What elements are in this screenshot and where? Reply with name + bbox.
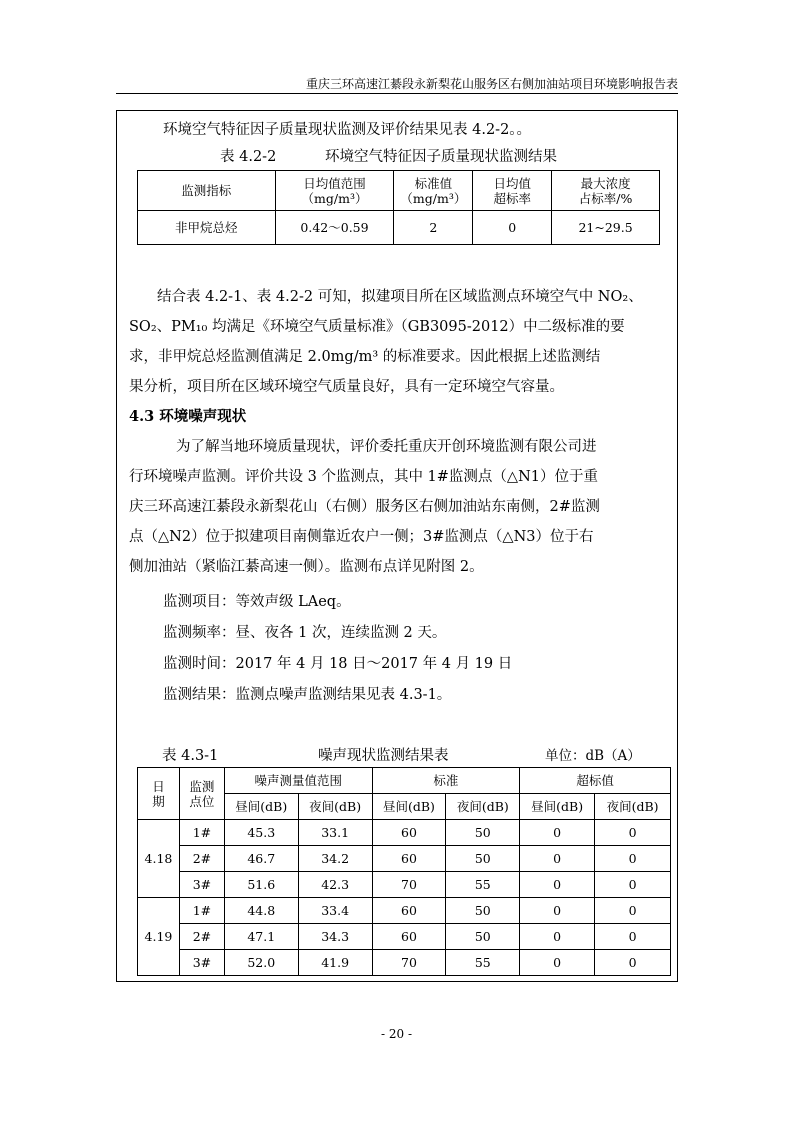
cell-day-std: 60 xyxy=(372,898,446,924)
cell-day-std: 70 xyxy=(372,872,446,898)
cell-day-std: 60 xyxy=(372,846,446,872)
cell-night-std: 50 xyxy=(446,820,520,846)
cell-night-range: 34.3 xyxy=(298,924,372,950)
table2-caption-unit: 单位：dB（A） xyxy=(545,748,641,764)
th-exceed-l2: 超标率 xyxy=(493,190,532,206)
table1-caption-no: 表 4.2-2 xyxy=(220,149,277,165)
cell-night-exceed: 0 xyxy=(595,924,671,950)
table-row xyxy=(138,950,671,976)
cell-day-range: 45.3 xyxy=(224,820,298,846)
th-std-l1: 标准值 xyxy=(414,175,453,191)
cell-night-std: 50 xyxy=(446,924,520,950)
cell-day-range: 47.1 xyxy=(224,924,298,950)
para2-line2: SO₂、PM₁₀ 均满足《环境空气质量标准》（GB3095-2012）中二级标准的要 xyxy=(129,319,625,335)
cell-date: 4.18 xyxy=(138,820,180,898)
cell-point: 2# xyxy=(179,846,224,872)
cell-point: 1# xyxy=(179,898,224,924)
cell-day-exceed: 0 xyxy=(520,924,595,950)
cell-night-std: 55 xyxy=(446,872,520,898)
th-exceed-l1: 日均值 xyxy=(493,175,532,191)
cell-std: 2 xyxy=(394,211,473,245)
para3-line2: 行环境噪声监测。评价共设 3 个监测点，其中 1#监测点（△N1）位于重 xyxy=(129,469,598,485)
th-range: 噪声测量值范围 xyxy=(224,768,372,794)
th-day-range: 昼间(dB) xyxy=(224,794,298,820)
page-header: 重庆三环高速江綦段永新梨花山服务区右侧加油站项目环境影响报告表 xyxy=(305,77,678,91)
cell-point: 3# xyxy=(179,950,224,976)
th-date-l2: 期 xyxy=(152,793,165,809)
table2-caption-title: 噪声现状监测结果表 xyxy=(318,748,449,764)
item-project: 监测项目：等效声级 LAeq。 xyxy=(163,594,351,610)
th-range-l2: （mg/m³） xyxy=(301,190,368,206)
para3-line1: 为了解当地环境质量现状，评价委托重庆开创环境监测有限公司进 xyxy=(176,439,597,455)
cell-day-std: 60 xyxy=(372,924,446,950)
table-row xyxy=(138,924,671,950)
cell-exceed: 0 xyxy=(473,211,552,245)
noise-table xyxy=(137,767,671,976)
cell-day-range: 51.6 xyxy=(224,872,298,898)
page-number: - 20 - xyxy=(380,1027,412,1041)
th-max xyxy=(552,171,660,211)
cell-night-std: 50 xyxy=(446,846,520,872)
table-row xyxy=(138,872,671,898)
th-point-l2: 点位 xyxy=(189,793,215,809)
para3-line3: 庆三环高速江綦段永新梨花山（右侧）服务区右侧加油站东南侧，2#监测 xyxy=(129,499,600,515)
th-std xyxy=(394,171,473,211)
cell-night-exceed: 0 xyxy=(595,898,671,924)
th-date xyxy=(138,768,180,820)
cell-date: 4.19 xyxy=(138,898,180,976)
table1-header-row xyxy=(138,171,660,211)
cell-day-exceed: 0 xyxy=(520,898,595,924)
table2-caption-no: 表 4.3-1 xyxy=(162,748,219,764)
cell-night-exceed: 0 xyxy=(595,872,671,898)
intro-line: 环境空气特征因子质量现状监测及评价结果见表 4.2-2。。 xyxy=(163,122,532,138)
th-date-l1: 日 xyxy=(152,778,165,794)
cell-day-range: 46.7 xyxy=(224,846,298,872)
table-row xyxy=(138,211,660,245)
th-night-exceed: 夜间(dB) xyxy=(595,794,671,820)
item-time: 监测时间：2017 年 4 月 18 日～2017 年 4 月 19 日 xyxy=(163,656,513,672)
cell-night-range: 41.9 xyxy=(298,950,372,976)
cell-day-std: 70 xyxy=(372,950,446,976)
th-night-std: 夜间(dB) xyxy=(446,794,520,820)
cell-night-exceed: 0 xyxy=(595,820,671,846)
cell-max: 21~29.5 xyxy=(552,211,660,245)
th-range-l1: 日均值范围 xyxy=(303,175,366,191)
cell-night-range: 33.1 xyxy=(298,820,372,846)
table2-header-row1 xyxy=(138,768,671,794)
table-row xyxy=(138,820,671,846)
cell-day-exceed: 0 xyxy=(520,950,595,976)
cell-night-std: 50 xyxy=(446,898,520,924)
header-rule xyxy=(116,93,678,94)
para2-line3: 求，非甲烷总烃监测值满足 2.0mg/m³ 的标准要求。因此根据上述监测结 xyxy=(129,349,601,365)
para2-line1: 结合表 4.2-1、表 4.2-2 可知，拟建项目所在区域监测点环境空气中 NO₂、 xyxy=(157,289,643,305)
cell-night-exceed: 0 xyxy=(595,950,671,976)
cell-night-range: 42.3 xyxy=(298,872,372,898)
air-quality-table xyxy=(137,170,660,245)
cell-day-exceed: 0 xyxy=(520,846,595,872)
th-day-exceed: 昼间(dB) xyxy=(520,794,595,820)
cell-night-std: 55 xyxy=(446,950,520,976)
cell-day-exceed: 0 xyxy=(520,872,595,898)
cell-day-std: 60 xyxy=(372,820,446,846)
item-result: 监测结果：监测点噪声监测结果见表 4.3-1。 xyxy=(163,687,452,703)
th-standard: 标准 xyxy=(372,768,520,794)
th-max-l2: 占标率/% xyxy=(578,190,633,206)
th-exceed: 超标值 xyxy=(520,768,671,794)
table-row xyxy=(138,898,671,924)
th-day-std: 昼间(dB) xyxy=(372,794,446,820)
cell-day-range: 52.0 xyxy=(224,950,298,976)
th-std-l2: （mg/m³） xyxy=(400,190,467,206)
th-indicator: 监测指标 xyxy=(138,171,276,211)
section-heading: 4.3 环境噪声现状 xyxy=(129,408,247,425)
cell-day-exceed: 0 xyxy=(520,820,595,846)
para3-line4: 点（△N2）位于拟建项目南侧靠近农户一侧；3#监测点（△N3）位于右 xyxy=(129,529,594,545)
th-point xyxy=(179,768,224,820)
th-max-l1: 最大浓度 xyxy=(580,175,631,191)
cell-indicator: 非甲烷总烃 xyxy=(138,211,276,245)
cell-point: 2# xyxy=(179,924,224,950)
cell-night-range: 33.4 xyxy=(298,898,372,924)
cell-night-range: 34.2 xyxy=(298,846,372,872)
table1-caption-title: 环境空气特征因子质量现状监测结果 xyxy=(325,149,557,165)
cell-night-exceed: 0 xyxy=(595,846,671,872)
th-night-range: 夜间(dB) xyxy=(298,794,372,820)
cell-point: 3# xyxy=(179,872,224,898)
cell-range: 0.42～0.59 xyxy=(275,211,394,245)
para3-line5: 侧加油站（紧临江綦高速一侧）。监测布点详见附图 2。 xyxy=(129,559,484,575)
th-range xyxy=(275,171,394,211)
th-point-l1: 监测 xyxy=(189,778,215,794)
cell-day-range: 44.8 xyxy=(224,898,298,924)
table-row xyxy=(138,846,671,872)
item-frequency: 监测频率：昼、夜各 1 次，连续监测 2 天。 xyxy=(163,625,447,641)
th-exceed xyxy=(473,171,552,211)
cell-point: 1# xyxy=(179,820,224,846)
para2-line4: 果分析，项目所在区域环境空气质量良好，具有一定环境空气容量。 xyxy=(129,379,564,395)
